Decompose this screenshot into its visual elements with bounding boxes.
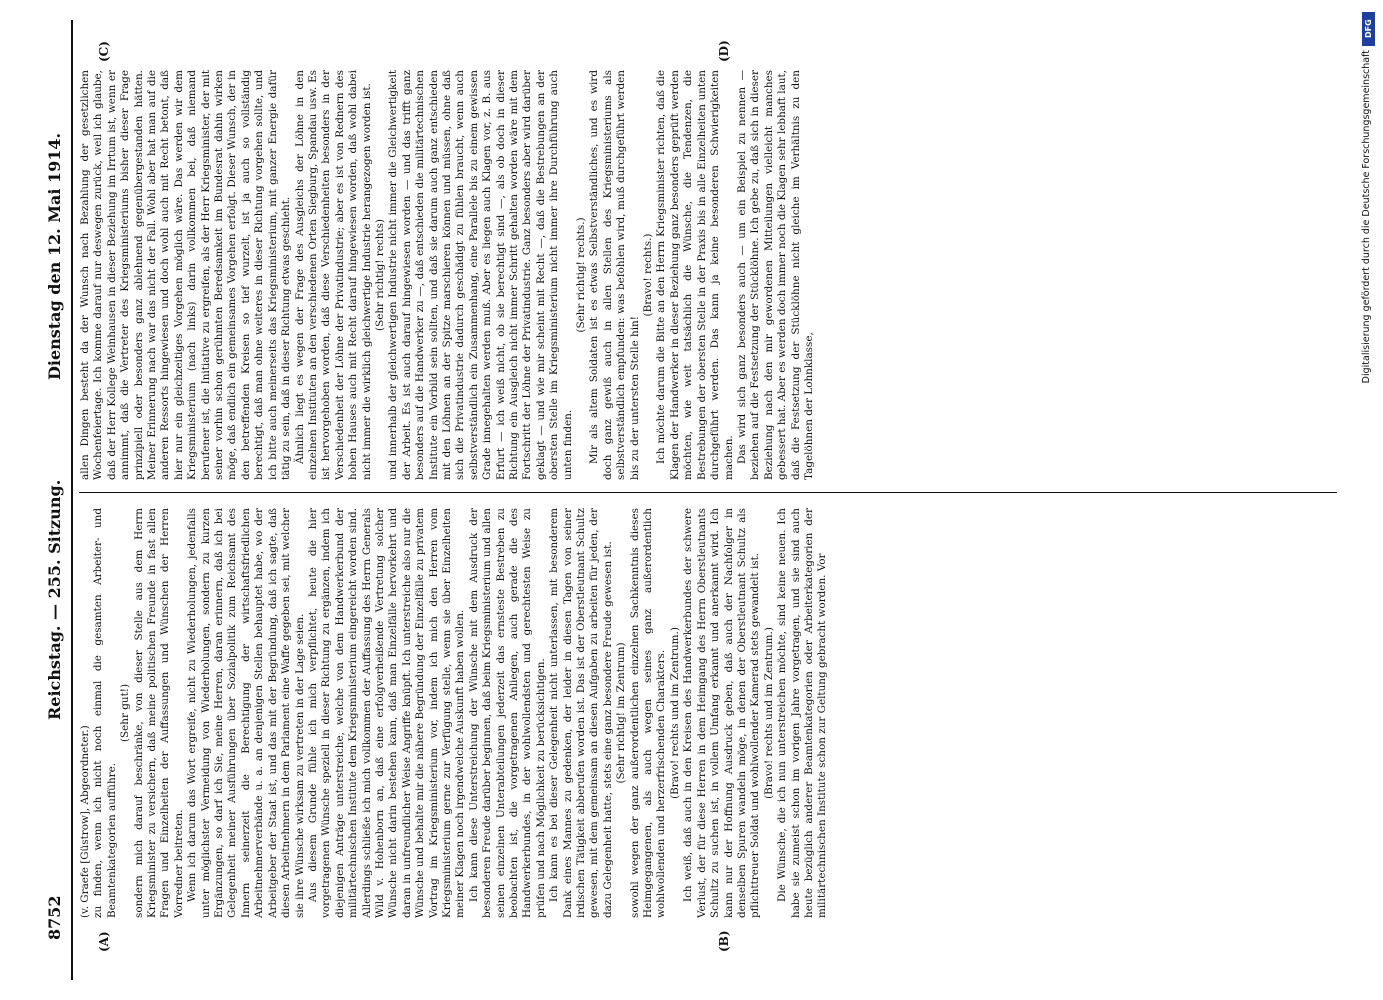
interjection: (Sehr richtig! rechts) xyxy=(373,219,386,331)
paragraph: Ich kann es bei dieser Gelegenheit nicht unterlassen, mit besonderem Dank eines Mannes zu gedenken, der leider in diesen Tagen von seiner irdischen Tätigkeit abberufen worden ist. Das ist der Oberstleutnant Schultz gewesen, mit dem gemeinsam an diesen Aufgaben zu arbeiten für jeden, der dazu Gelegenheit hatte, stets eine ganz besondere Freude gewesen ist. xyxy=(547,508,614,918)
margin-mark-a: (A) xyxy=(96,931,111,952)
header-rule xyxy=(71,20,73,980)
dfg-logo: DFG xyxy=(1362,12,1375,46)
right-column xyxy=(79,70,1337,480)
paragraph: Die Wünsche, die ich nun unterstreichen möchte, sind keine neuen. Ich habe sie zumeist schon im vorigen Jahre vorgetragen, und sie sind auch heute bezüglich anderer Beamtenkategorien oder Arbeiterkategorien der militärtechnischen Institute schon zur Geltung gebracht worden. Vor xyxy=(775,508,828,918)
paragraph: allen Dingen besteht da der Wunsch nach Bezahlung der gesetzlichen Wochenfeiertage. Ich komme darauf nur deswegen zurück, weil ich glaube, daß der Herr Kollege Weinhausen in dieser Beziehung im Irrtum ist, wenn er annimmt, daß die Vertreter des Kriegsministeriums bisher dieser Frage prinzipiell oder besonders ganz ablehnend gegenübergestanden hätten. Meiner Erinnerung nach war das nicht der Fall. Wohl aber hat man auf die anderen Ressorts hingewiesen und doch wohl auch mit Recht betont, daß hier nur ein gleichzeitiges Vorgehen möglich wäre. Das werden wir dem Kriegsministerium (nach links) darin vollkommen bei, daß niemand berufener ist, die Initiative zu ergreifen, als der Herr Kriegsminister, der mit seiner vorhin schon gerühmten Beredsamkeit im Bundesrat dahin wirken möge, daß endlich ein gemeinsames Vorgehen erfolgt. Dieser Wunsch, der in den betreffenden Kreisen so tief wurzelt, ist ja auch so vollständig berechtigt, daß man ohne weiteres in dieser Richtung vorgehen sollte, und ich bitte auch meinerseits das Kriegsministerium, mit ganzer Energie dafür tätig zu sein, daß in dieser Richtung etwas geschieht. xyxy=(78,70,292,480)
interjection: (Bravo! rechts und im Zentrum.) xyxy=(762,627,775,799)
interjection: (Sehr richtig! im Zentrum) xyxy=(614,642,627,784)
dfg-watermark xyxy=(1359,6,1379,996)
paragraph: zu finden, wenn ich nicht noch einmal die gesamten Arbeiter- und Beamtenkategorien aufführe. xyxy=(91,508,118,918)
document-page xyxy=(27,20,1357,980)
paragraph: Aus diesem Grunde fühle ich mich verpflichtet, heute die hier vorgetragenen Wünsche speziell in dieser Richtung zu ergänzen, indem ich diejenigen Anträge unterstreiche, welche von dem Handwerkerbund der militärtechnischen Institute dem Kriegsministerium eingereicht worden sind. Allerdings schließe ich mich vollkommen der Auffassung des Herrn Generals Wild v. Hohenborn an, daß eine erfolgverheißende Vertretung solcher Wünsche nicht darin bestehen kann, daß man Einzelfälle hervorkehrt und daran in unfreundlicher Weise Angriffe knüpft. Ich unterstreiche also nur die Wünsche und behalte mir die nähere Begründung der Einzelfälle zu privatem Vortrag im Kriegsministerium vor, indem ich mich den Herren vom Kriegsministerium gerne zur Verfügung stelle, wenn sie über Einzelheiten meiner Klagen noch irgendwelche Auskunft haben wollen. xyxy=(306,508,466,918)
header-title-left: Reichstag. — 255. Sitzung. xyxy=(44,479,64,720)
left-column xyxy=(79,508,1337,918)
interjection: (Sehr richtig! rechts.) xyxy=(574,217,587,333)
page-number: 8752 xyxy=(44,895,64,940)
paragraph: Ich weiß, daß auch in den Kreisen des Handwerkerbundes der schwere Verlust, der für diese Herren in dem Heimgang des Herrn Oberstleutnants Schultz zu suchen ist, in vollem Umfang erkannt und anerkannt wird. Ich kann nur der Hoffnung Ausdruck geben, daß auch der Nachfolger in denselben Spuren wandeln möge, in denen der Oberstleutnant Schultz als pflichttreuer Soldat und wohlwollender Kamerad stets gewandelt ist. xyxy=(681,508,761,918)
paragraph: Ich möchte darum die Bitte an den Herrn Kriegsminister richten, daß die Klagen der Handwerker in dieser Beziehung ganz besonders geprüft werden möchten, wie weit tatsächlich die Wünsche, die Tendenzen, die Bestrebungen der obersten Stelle in der Praxis bis in alle Einzelheiten unten durchgeführt werden. Das kann ja keine besonderen Schwierigkeiten machen. xyxy=(654,70,734,480)
margin-mark-b: (B) xyxy=(716,930,731,952)
paragraph: sondern mich darauf beschränke, von dieser Stelle aus dem Herrn Kriegsminister zu versichern, daß meine politischen Freunde in fast allen Fragen und Einzelheiten der Auffassungen und Wünschen der Herren Vorredner beitreten. xyxy=(132,508,185,918)
column-divider xyxy=(79,492,1337,493)
paragraph: Das wird sich ganz besonders auch — um ein Beispiel zu nennen — beziehen auf die Festsetzung der Stücklöhne. Ich gebe zu, daß sich in dieser Beziehung nach den mir gewordenen Mitteilungen vielleicht manches gebessert hat. Aber es werden doch immer noch die Klagen sehr lebhaft laut, daß die Festsetzung der Stücklöhne nicht gleiche im Verhältnis zu den Tagelöhnen der Lohnklasse, xyxy=(735,70,815,480)
paragraph: und innerhalb der gleichwertigen Industrie nicht immer die Gleichwertigkeit der Arbeit. Es ist auch darauf hingewiesen worden — und das trifft ganz besonders auf die Handwerker zu —, daß entschieden die militärtechnischen Institute ein Vorbild sein sollten, und daß sie darum auch ganz entschieden mit den Löhnen an der Spitze marschieren können und müssen, ohne daß sich die Privatindustrie dadurch geschädigt zu fühlen braucht, wenn auch selbstverständlich ein Zusammenhang, eine Parallele bis zu einem gewissen Grade innegehalten werden muß. Aber es liegen auch Klagen vor, z. B. aus Erfurt — ich weiß nicht, ob sie berechtigt sind —, als ob doch in dieser Richtung ein Ausgleich nicht immer Schritt gehalten worden wäre mit dem Fortschritt der Löhne der Privatindustrie. Ganz besonders aber wird darüber geklagt — und wie mir scheint mit Recht —, daß die Bestrebungen an der obersten Stelle im Kriegsministerium nicht immer ihre Durchführung auch unten finden. xyxy=(386,70,574,480)
page-header xyxy=(45,60,73,940)
speaker-line: (v. Graefe [Güstrow], Abgeordneter.) xyxy=(78,725,91,918)
paragraph: Wenn ich darum das Wort ergreife, nicht zu Wiederholungen, jedenfalls unter möglichster Vermeidung von Wiederholungen, sondern zu kurzen Ergänzungen, so darf ich Sie, meine Herren, daran erinnern, daß ich bei Gelegenheit meiner Ausführungen über Sozialpolitik zum Reichsamt des Innern seinerzeit die Berechtigung der wirtschaftsfriedlichen Arbeitnehmerverbände u. a. an denjenigen Stellen behauptet habe, wo der Arbeitgeber der Staat ist, und das mit der Begründung, daß ich sagte, daß diesen Arbeitnehmern in dem Parlament eine Waffe gegeben sei, mit welcher sie ihre Wünsche wirksam zu vertreten in der Lage seien. xyxy=(185,508,305,918)
paragraph: sowohl wegen der ganz außerordentlichen einzelnen Sachkenntnis dieses Heimgegangenen, als auch wegen seines ganz außerordentlich wohlwollenden und herzerfrischenden Charakters. xyxy=(628,508,667,918)
header-title-right: Dienstag den 12. Mai 1914. xyxy=(44,132,64,380)
paragraph: Ähnlich liegt es wegen der Frage des Ausgleichs der Löhne in den einzelnen Instituten an den verschiedenen Orten Siegburg, Spandau usw. Es ist hervorgehoben worden, daß diese Verschiedenheiten besonders in der Verschiedenheit der Löhne der Privatindustrie; aber es ist von Rednern des hohen Hauses auch mit Recht darauf hingewiesen worden, daß wohl dabei nicht immer die wirklich gleichwertige Industrie herangezogen worden ist. xyxy=(293,70,373,480)
paragraph: Ich kann diese Unterstreichung der Wünsche mit dem Ausdruck der besonderen Freude darüber beginnen, daß beim Kriegsministerium und allen seinen einzelnen Unterabteilungen jederzeit das ernsteste Bestreben zu beobachten ist, die vorgetragenen Anliegen, auch gerade die des Handwerkerbundes, in der wohlwollendsten und gerechtesten Weise zu prüfen und nach Möglichkeit zu berücksichtigen. xyxy=(467,508,547,918)
margin-mark-c: (C) xyxy=(96,41,111,62)
interjection: (Bravo! rechts und im Zentrum.) xyxy=(668,627,681,799)
interjection: (Sehr gut!) xyxy=(118,683,131,743)
margin-mark-d: (D) xyxy=(716,40,731,62)
paragraph: Mir als altem Soldaten ist es etwas Selbstverständliches, und es wird doch ganz gewiß auch in allen Stellen des Kriegsministeriums als selbstverständlich empfunden: was befohlen wird, muß durchgeführt werden bis zu der untersten Stelle hin! xyxy=(587,70,641,480)
watermark-text: Digitalisierung gefördert durch die Deutsche Forschungsgemeinschaft xyxy=(1361,50,1372,384)
interjection: (Bravo! rechts.) xyxy=(641,233,654,317)
